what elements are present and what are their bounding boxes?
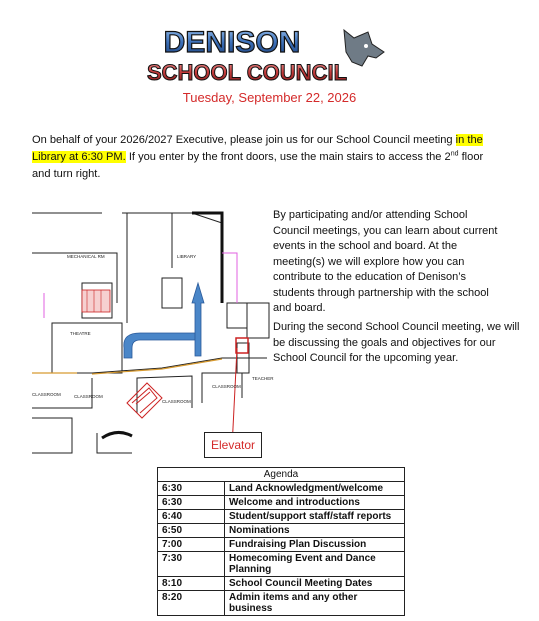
agenda-time: 7:30 [158,552,225,577]
agenda-item: Student/support staff/staff reports [225,510,405,524]
sidebar-paragraph-2: During the second School Council meeting, we will be discussing the goals and objectives for our School Council for the upcoming year. [273,321,520,364]
agenda-row [158,496,405,510]
wolf-mascot-icon [344,30,384,66]
room-classroom-1: CLASSROOM [32,392,61,397]
agenda-row [158,482,405,496]
logo-line2: SCHOOL COUNCIL [146,60,348,85]
agenda-title: Agenda [158,468,405,482]
room-classroom-2: CLASSROOM [74,394,103,399]
route-arrow-left [124,333,197,358]
agenda-item: Nominations [225,524,405,538]
agenda-row [158,552,405,577]
sidebar-paragraph-1: By participating and/or attending School Council meetings, you can learn about current events in the school and board. At the meeting(s) we will explore how you can contribute to the education of Denison’s students through partnership with the school and board. [273,209,498,314]
agenda-row [158,591,405,616]
room-classroom-3: CLASSROOM [162,399,191,404]
agenda-time: 6:40 [158,510,225,524]
route-arrow-up [192,283,204,356]
floor-plan-map [32,208,274,466]
room-teacher: TEACHER [252,376,274,381]
intro-paragraph: On behalf of your 2026/2027 Executive, please join us for our School Council meeting in the Library at 6:30 PM. If you enter by the front doors, use the main stairs to access the 2nd floor and turn right. [32,134,484,180]
room-theatre: THEATRE [70,331,91,336]
agenda-row [158,524,405,538]
room-classroom-4: CLASSROOM [212,384,241,389]
school-council-logo [122,22,390,90]
agenda-table [157,467,405,616]
agenda-time: 7:00 [158,538,225,552]
agenda-item: Fundraising Plan Discussion [225,538,405,552]
agenda-item: Welcome and introductions [225,496,405,510]
agenda-time: 8:20 [158,591,225,616]
agenda-item: Land Acknowledgment/welcome [225,482,405,496]
agenda-time: 6:30 [158,496,225,510]
agenda-item: School Council Meeting Dates [225,577,405,591]
agenda-time: 6:30 [158,482,225,496]
highlight-location: in the Library at 6:30 PM. [32,134,483,163]
agenda-item: Homecoming Event and Dance Planning [225,552,405,577]
agenda-item: Admin items and any other business [225,591,405,616]
agenda-row [158,538,405,552]
meeting-date: Tuesday, September 22, 2026 [182,90,357,105]
agenda-row [158,577,405,591]
logo-line1: DENISON [163,26,301,59]
agenda-time: 6:50 [158,524,225,538]
elevator-callout: Elevator [204,432,262,458]
room-library: LIBRARY [177,254,197,259]
agenda-row [158,510,405,524]
room-mechanical: MECHANICAL RM [67,254,105,259]
agenda-time: 8:10 [158,577,225,591]
